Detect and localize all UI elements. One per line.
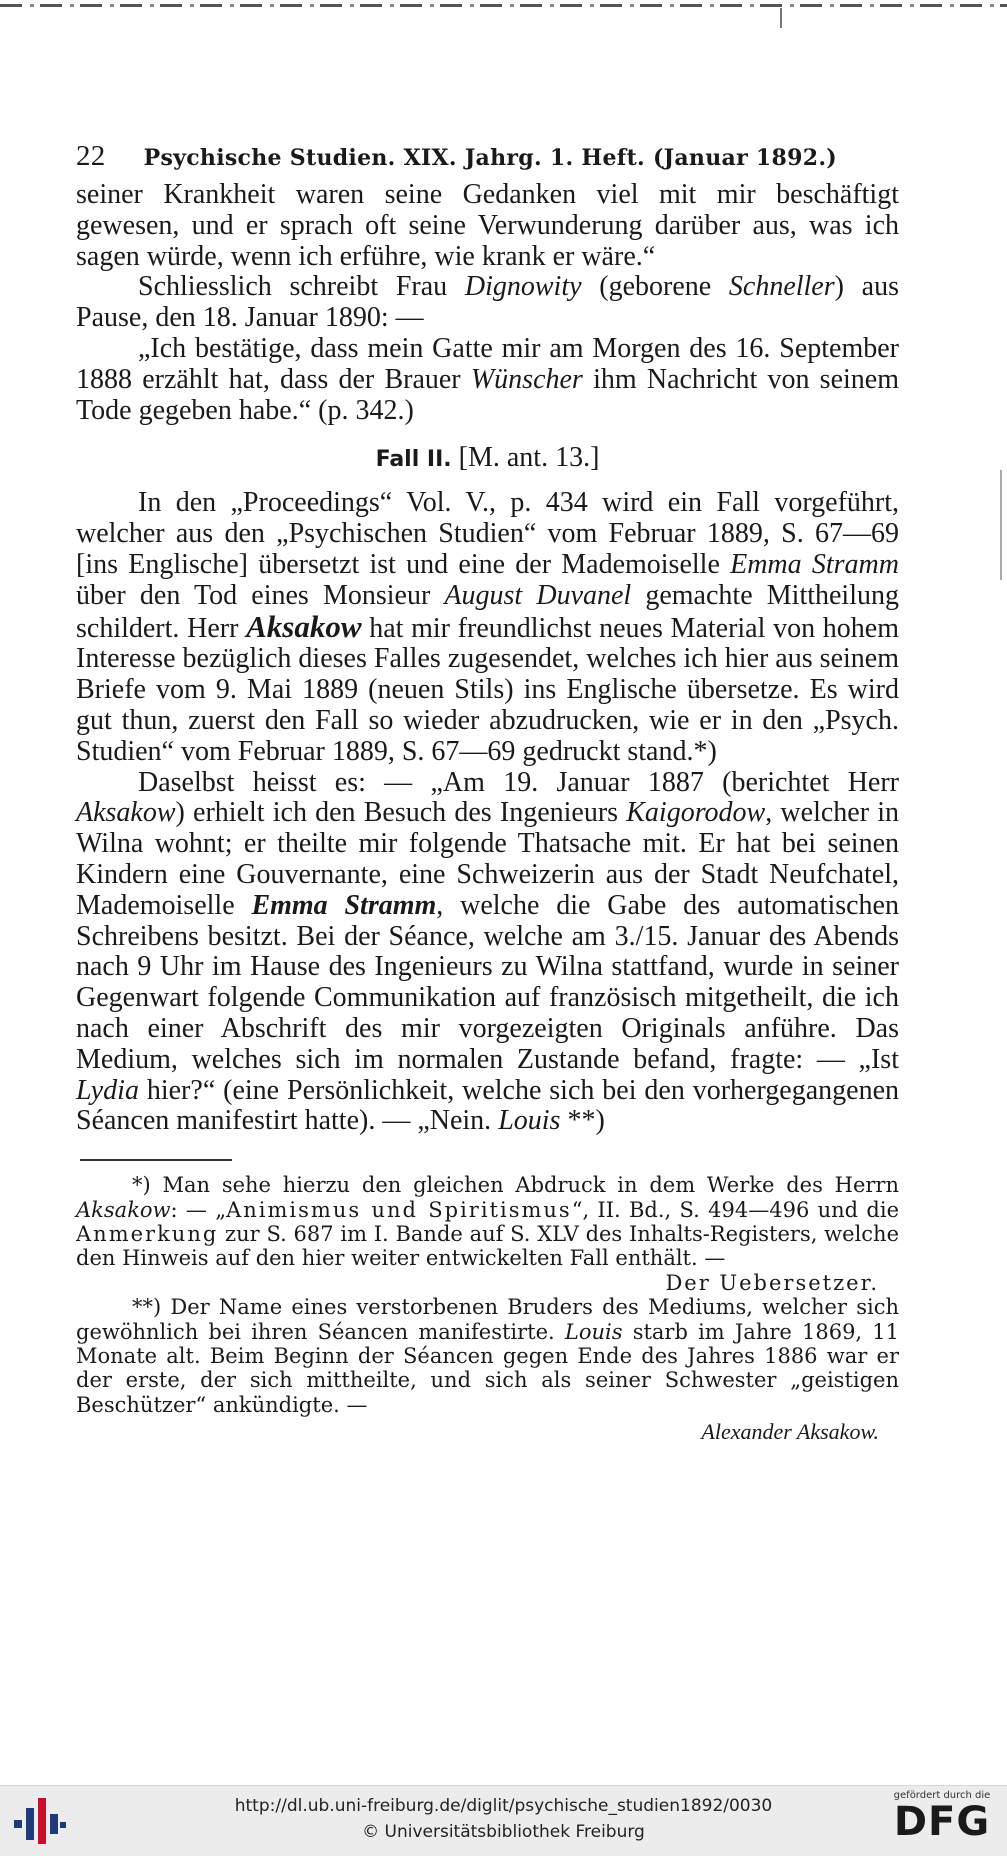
paragraph-3 xyxy=(76,334,899,426)
copyright-notice: © Universitätsbibliothek Freiburg xyxy=(362,1822,645,1842)
text-run: über den Tod eines Monsieur xyxy=(76,579,445,611)
translator-signature: Der Uebersetzer. xyxy=(665,1270,879,1295)
person-name: Dignowity xyxy=(464,271,582,303)
author-signature: Alexander Aksakow. xyxy=(701,1419,879,1445)
text-run: , welche die Gabe des automatischen Schreibens besitzt. Bei der Séance, welche am 3./15. Januar des Abends nach 9 Uhr im Hause des Ingenieurs zu Wilna stattfand, wurde in seiner Gegenwart folgende Communikation auf französisch mitgetheilt, die ich nach einer Abschrift des mir vorgezeigten Originals anführe. Das Medium, welches sich im normalen Zustande befand, fragte: — „Ist xyxy=(76,889,899,1075)
page-number: 22 xyxy=(76,140,106,172)
person-name: Lydia xyxy=(76,1074,139,1106)
text-run: zur S. 687 im I. Bande auf S. XLV des Inhalts-Registers, welche den Hinweis auf den hier weiter entwickelten Fall enthält. — xyxy=(76,1221,899,1271)
person-name: Louis xyxy=(498,1105,561,1137)
paragraph-4 xyxy=(76,488,899,767)
text-run: *) Man sehe hierzu den gleichen Abdruck in dem Werke des Herrn xyxy=(132,1173,899,1198)
text-run: „Ich bestätige, dass mein Gatte mir am Morgen des 16. September 1888 erzählt hat, dass der Brauer xyxy=(76,332,899,395)
text-run: ihm Nachricht von seinem Tode gegeben habe.“ (p. 342.) xyxy=(76,363,899,426)
person-name: Schneller xyxy=(728,271,835,303)
text-run: , welcher in Wilna wohnt; er theilte mir folgende Thatsache mit. Er hat bei seinen Kindern eine Gouvernante, eine Schweizerin aus der Stadt Neufchatel, Mademoiselle xyxy=(76,797,899,921)
person-name: Emma Stramm xyxy=(251,889,437,921)
paragraph-2 xyxy=(76,272,899,334)
scan-margin-mark xyxy=(1000,470,1002,580)
permalink-url[interactable]: http://dl.ub.uni-freiburg.de/diglit/psychische_studien1892/0030 xyxy=(234,1796,773,1816)
text-run: (geborene xyxy=(581,271,729,303)
footnote-2 xyxy=(76,1295,899,1417)
person-name: Aksakow xyxy=(246,608,362,644)
scan-top-mark xyxy=(780,8,790,28)
text-run: **) Der Name eines verstorbenen Bruders des Mediums, welcher sich gewöhnlich bei ihren Séancen manifestirte. xyxy=(76,1295,899,1344)
text-run: ) aus Pause, den 18. Januar 1890: — xyxy=(76,271,899,334)
person-name: Wünscher xyxy=(470,363,583,395)
page-header xyxy=(76,140,899,180)
text-run: “, II. Bd., S. 494—496 und die xyxy=(571,1197,900,1222)
text-run: **) xyxy=(560,1105,605,1137)
dfg-logo xyxy=(887,1790,997,1843)
person-name: Louis xyxy=(564,1319,623,1344)
case-label: Fall II. xyxy=(375,447,452,473)
person-name: Aksakow xyxy=(76,1197,171,1222)
text-run: gemachte Mittheilung schildert. Herr xyxy=(76,579,899,644)
scan-top-rule xyxy=(0,4,1007,7)
text-run: Daselbst heisst es: — „Am 19. Januar 1887 (berichtet Herr xyxy=(138,766,899,798)
text-run: ) erhielt ich den Besuch des Ingenieurs xyxy=(175,797,627,829)
dfg-logo-text: DFG xyxy=(893,1799,991,1845)
person-name: Emma Stramm xyxy=(730,548,900,580)
page-content xyxy=(76,140,899,1445)
text-run: : — „ xyxy=(170,1197,227,1222)
paragraph-1: seiner Krankheit waren seine Gedanken viel mit mir beschäftigt gewesen, und er sprach oft seine Verwunderung darüber aus, was ich sagen würde, wenn ich erführe, wie krank er wäre.“ xyxy=(76,179,899,272)
paragraph-5 xyxy=(76,768,899,1138)
case-heading xyxy=(76,442,899,474)
text-run: starb im Jahre 1869, 11 Monate alt. Beim Beginn der Séancen gegen Ende des Jahres 1886 war er der erste, der sich mittheilte, und sich als seiner Schwester „geistigen Beschützer“ ankündigte. — xyxy=(76,1319,899,1417)
viewer-footer xyxy=(0,1785,1007,1856)
text-run: hat mir freundlichst neues Material von hohem Interesse bezüglich dieses Falles zugesendet, welches ich hier aus seinem Briefe vom 9. Mai 1889 (neuen Stils) ins Englische übersetze. Es wird gut thun, zuerst den Fall so wieder abzudrucken, wie er in den „Psych. Studien“ vom Februar 1889, S. 67—69 gedruckt stand.*) xyxy=(76,612,899,767)
text-run: In den „Proceedings“ Vol. V., p. 434 wird ein Fall vorgeführt, welcher aus den „Psychischen Studien“ vom Februar 1889, S. 67—69 [ins Englische] übersetzt ist und eine der Mademoiselle xyxy=(76,487,899,580)
text-run: hier?“ (eine Persönlichkeit, welche sich bei den vorhergegangenen Séancen manifestirt hatte). — „Nein. xyxy=(76,1074,899,1137)
case-reference: [M. ant. 13.] xyxy=(451,442,600,474)
footnote-1 xyxy=(76,1173,900,1295)
footnote-rule xyxy=(80,1159,232,1161)
dfg-tagline: gefördert durch die xyxy=(893,1790,991,1801)
text-run: Schliesslich schreibt Frau xyxy=(138,271,465,303)
person-name: Aksakow xyxy=(76,797,176,829)
emphasis-text: Anmerkung xyxy=(76,1221,219,1246)
person-name: Kaigorodow xyxy=(626,797,766,829)
book-title: Animismus und Spiritismus xyxy=(226,1197,572,1222)
running-title: Psychische Studien. XIX. Jahrg. 1. Heft. (Januar 1892.) xyxy=(143,145,838,171)
person-name: August Duvanel xyxy=(444,579,632,611)
